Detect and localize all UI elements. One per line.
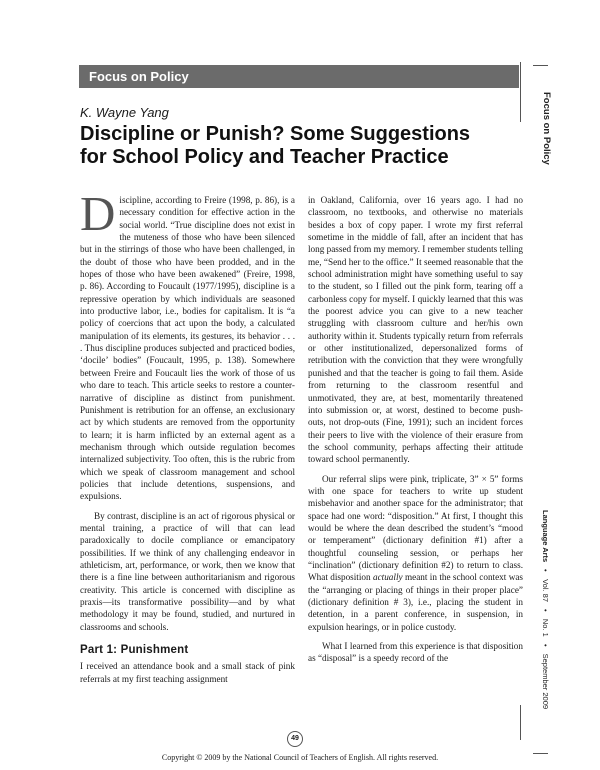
- crop-mark-bottom: [533, 738, 548, 754]
- section-label: Focus on Policy: [89, 69, 189, 84]
- author-name: K. Wayne Yang: [80, 105, 169, 120]
- page-number: 49: [287, 731, 303, 747]
- paragraph-4: in Oakland, California, over 16 years ago. I had no classroom, no textbooks, and otherwise no materials besides a box of copy paper. I wrote my first referral sometime in the middle of fall, after an incident that has long passed from my memory. I remember students telling me, “Send her to the office.” It seemed reasonable that the school administration might have something useful to say to the student, so I filled out the pink form, tearing off a carbonless copy for myself. I quickly learned that this was the poorest advice you can give to a new teacher struggling with classroom culture and her/his own authority within it. Students typically return from referrals or other institutionalized, depersonalized forms of retribution with the conviction that they were wrongfully punished and that the teacher is going to fail them. Aside from returning to the classroom resentful and unmotivated, they are, at best, momentarily threatened into submission or, at worst, destined to become push-outs, not drop-outs (Fine, 1991); such an incident forces their peers to live with the violence of their erasure from the school community, perhaps affecting their attitude toward school permanently.: [308, 195, 524, 465]
- left-column: [80, 186, 295, 685]
- crop-mark-top: [533, 65, 548, 81]
- separator-dot: •: [541, 643, 550, 647]
- copyright-notice: Copyright © 2009 by the National Council of Teachers of English. All rights reserved.: [161, 753, 439, 762]
- paragraph-3: I received an attendance book and a small stack of pink referrals at my first teaching assignment: [80, 661, 295, 684]
- separator-dot: •: [541, 609, 550, 612]
- journal-info: [541, 510, 550, 709]
- vertical-rule-bottom: [520, 705, 521, 740]
- journal-name: Language Arts: [541, 510, 550, 563]
- paragraph-5-emphasis: actually: [372, 572, 403, 583]
- paragraph-5-text-a: Our referral slips were pink, triplicate, 3” × 5” forms with one space for teachers to write up student misbehavior and another space for the administrator; that space had one word: “disposition.” At first, I thought this would be where the dean described the student’s “mood or temperament” (dictionary definition #1) after a thoughtful counseling session, or perhaps her “inclination” (dictionary definition #2) to return to class. What disposition: [308, 473, 523, 583]
- drop-cap: D: [80, 186, 116, 241]
- journal-number: No. 1: [541, 618, 550, 637]
- paragraph-1-text: iscipline, according to Freire (1998, p. 86), is a necessary condition for effective action in the social world. “True discipline does not exist in the muteness of those who have been silenced but in the stirrings of those who have been challenged, in the doubt of those who have been prodded, and in the hopes of those who have been awakened” (Freire, 1998, p. 86). According to Foucault (1977/1995), discipline is a repressive operation by which individuals are seasoned into productive labor, i.e., bodies for capitalism. It is “a policy of coercions that act upon the body, a calculated manipulation of its elements, its gestures, its behavior . . . . Thus discipline produces subjected and practiced bodies, ‘docile’ bodies” (Foucault, 1995, p. 138). Somewhere between Freire and Foucault lies the work of those of us who dare to teach. This article seeks to restore a counter-narrative of discipline as distinct from punishment. Punishment is retribution for an offense, an exclusionary act by which students are removed from the opportunity to learn; it is harm inflicted by an external agent as a mechanism through which outside regulation becomes internalized subjectivity. Too often, this is the rubric from which we speak of classroom management and school policies that include detentions, suspensions, and expulsions.: [80, 195, 295, 502]
- side-section-label: Focus on Policy: [541, 92, 552, 165]
- section-header-bar: [79, 65, 519, 88]
- journal-date: September 2009: [541, 653, 550, 710]
- section-heading: Part 1: Punishment: [80, 644, 189, 657]
- title-line-1: Discipline or Punish? Some Suggestions: [80, 123, 471, 145]
- paragraph-6: What I learned from this experience is that disposition as “disposal” is a speedy record of the: [308, 641, 523, 664]
- right-column: [308, 194, 523, 665]
- paragraph-2: By contrast, discipline is an act of rigorous physical or mental training, a practice of will that can lead paradoxically to docile compliance or emancipatory possibilities. If we think of any challenging endeavor in athleticism, art, performance, or work, then we know that there is a fine line between authoritarianism and rigorous creativity. This article is concerned with discipline as praxis—its transformative possibility—and by what methodology it may be found, studied, and nurtured in classrooms and schools.: [80, 510, 295, 632]
- separator-dot: •: [541, 569, 550, 572]
- vertical-rule-top: [520, 62, 521, 122]
- journal-volume: Vol. 87: [541, 579, 550, 602]
- paragraph-5-text-b: meant in the school context was the “arranging or placing of things in their proper place” (dictionary definition # 3), i.e., placing the student in detention, in a parent conference, in suspension, in expulsion hearings, or in police custody.: [308, 572, 523, 632]
- paragraph-1: [80, 186, 295, 503]
- title-line-2: for School Policy and Teacher Practice: [80, 146, 449, 168]
- paragraph-5: [308, 473, 523, 633]
- article-title: [80, 123, 510, 169]
